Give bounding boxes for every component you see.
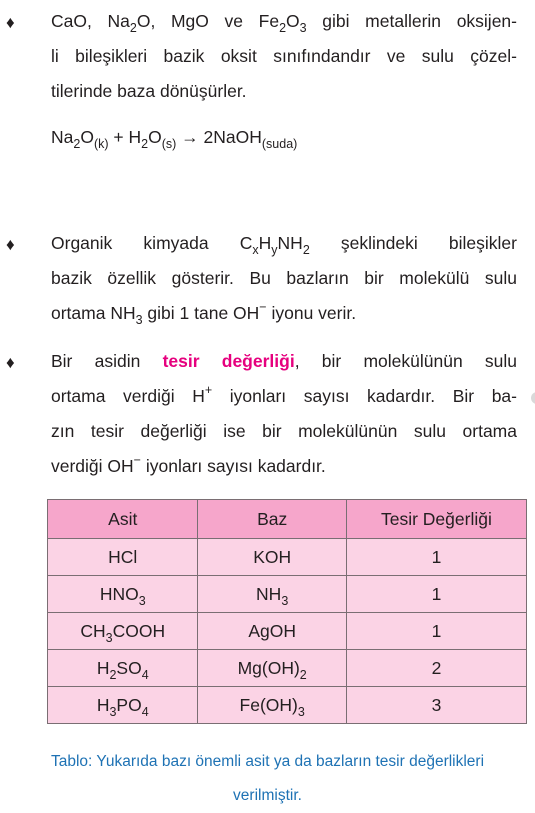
text-line: verdiği OH− iyonları sayısı kadardır. bbox=[51, 453, 326, 476]
base-cell: $Fe(OH)_3$ bbox=[198, 687, 346, 724]
base-cell: AgOH bbox=[198, 613, 346, 650]
caption-line: verilmiştir. bbox=[233, 787, 302, 804]
paragraph-effective-valence bbox=[51, 344, 517, 484]
text-line: Organik kimyada $C_xH_yNH_2$ şeklindeki bileşikler bbox=[51, 233, 517, 257]
table-caption bbox=[0, 745, 535, 813]
paragraph-basic-oxides bbox=[51, 4, 517, 109]
text-line: zın tesir değerliği ise bir molekülünün sulu ortama bbox=[51, 421, 517, 441]
table-row bbox=[48, 576, 527, 613]
valence-cell: 3 bbox=[346, 687, 526, 724]
acid-cell: $H_2SO_4$ bbox=[48, 650, 198, 687]
bullet-icon: ♦ bbox=[6, 235, 15, 254]
text-line: bazik özellik gösterir. Bu bazların bir molekülü sulu bbox=[51, 268, 517, 288]
chemical-equation: $Na_2O_{(k)} + H_2O_{(s)}$ → 2NaOH$_{(suda)}$ bbox=[51, 127, 298, 151]
valence-cell: 1 bbox=[346, 576, 526, 613]
valence-table bbox=[47, 499, 527, 724]
table-row bbox=[48, 613, 527, 650]
text-line: ortama $NH_3$ gibi 1 tane OH− iyonu verir. bbox=[51, 300, 357, 327]
base-cell: KOH bbox=[198, 539, 346, 576]
caption-line: Tablo: Yukarıda bazı önemli asit ya da bazların tesir değerlikleri bbox=[50, 753, 485, 770]
page-edge-marker bbox=[531, 392, 535, 404]
paragraph-organic-bases bbox=[51, 226, 517, 331]
table-row bbox=[48, 650, 527, 687]
acid-cell: HCl bbox=[48, 539, 198, 576]
bullet-icon: ♦ bbox=[6, 13, 15, 32]
table-row bbox=[48, 539, 527, 576]
base-cell: $Mg(OH)_2$ bbox=[198, 650, 346, 687]
valence-cell: 1 bbox=[346, 539, 526, 576]
acid-cell: $HNO_3$ bbox=[48, 576, 198, 613]
column-header: Asit bbox=[48, 500, 198, 539]
bullet-icon: ♦ bbox=[6, 353, 15, 372]
table-row bbox=[48, 687, 527, 724]
column-header: Tesir Değerliği bbox=[346, 500, 526, 539]
table-header-row bbox=[48, 500, 527, 539]
highlight-term: tesir değerliği bbox=[162, 351, 295, 371]
acid-cell: $H_3PO_4$ bbox=[48, 687, 198, 724]
base-cell: $NH_3$ bbox=[198, 576, 346, 613]
text-line: ortama verdiği H+ iyonları sayısı kadardır. Bir ba- bbox=[51, 383, 517, 406]
text-line: tilerinde baza dönüşürler. bbox=[51, 81, 247, 101]
column-header: Baz bbox=[198, 500, 346, 539]
text-line: li bileşikleri bazik oksit sınıfındandır ve sulu çözel- bbox=[51, 46, 517, 66]
text-line: Bir asidin tesir değerliği, bir molekülünün sulu bbox=[51, 351, 517, 371]
valence-cell: 2 bbox=[346, 650, 526, 687]
valence-cell: 1 bbox=[346, 613, 526, 650]
text-line: CaO, $Na_2O$, MgO ve $Fe_2O_3$ gibi metallerin oksijen- bbox=[51, 11, 517, 35]
acid-cell: $CH_3COOH$ bbox=[48, 613, 198, 650]
